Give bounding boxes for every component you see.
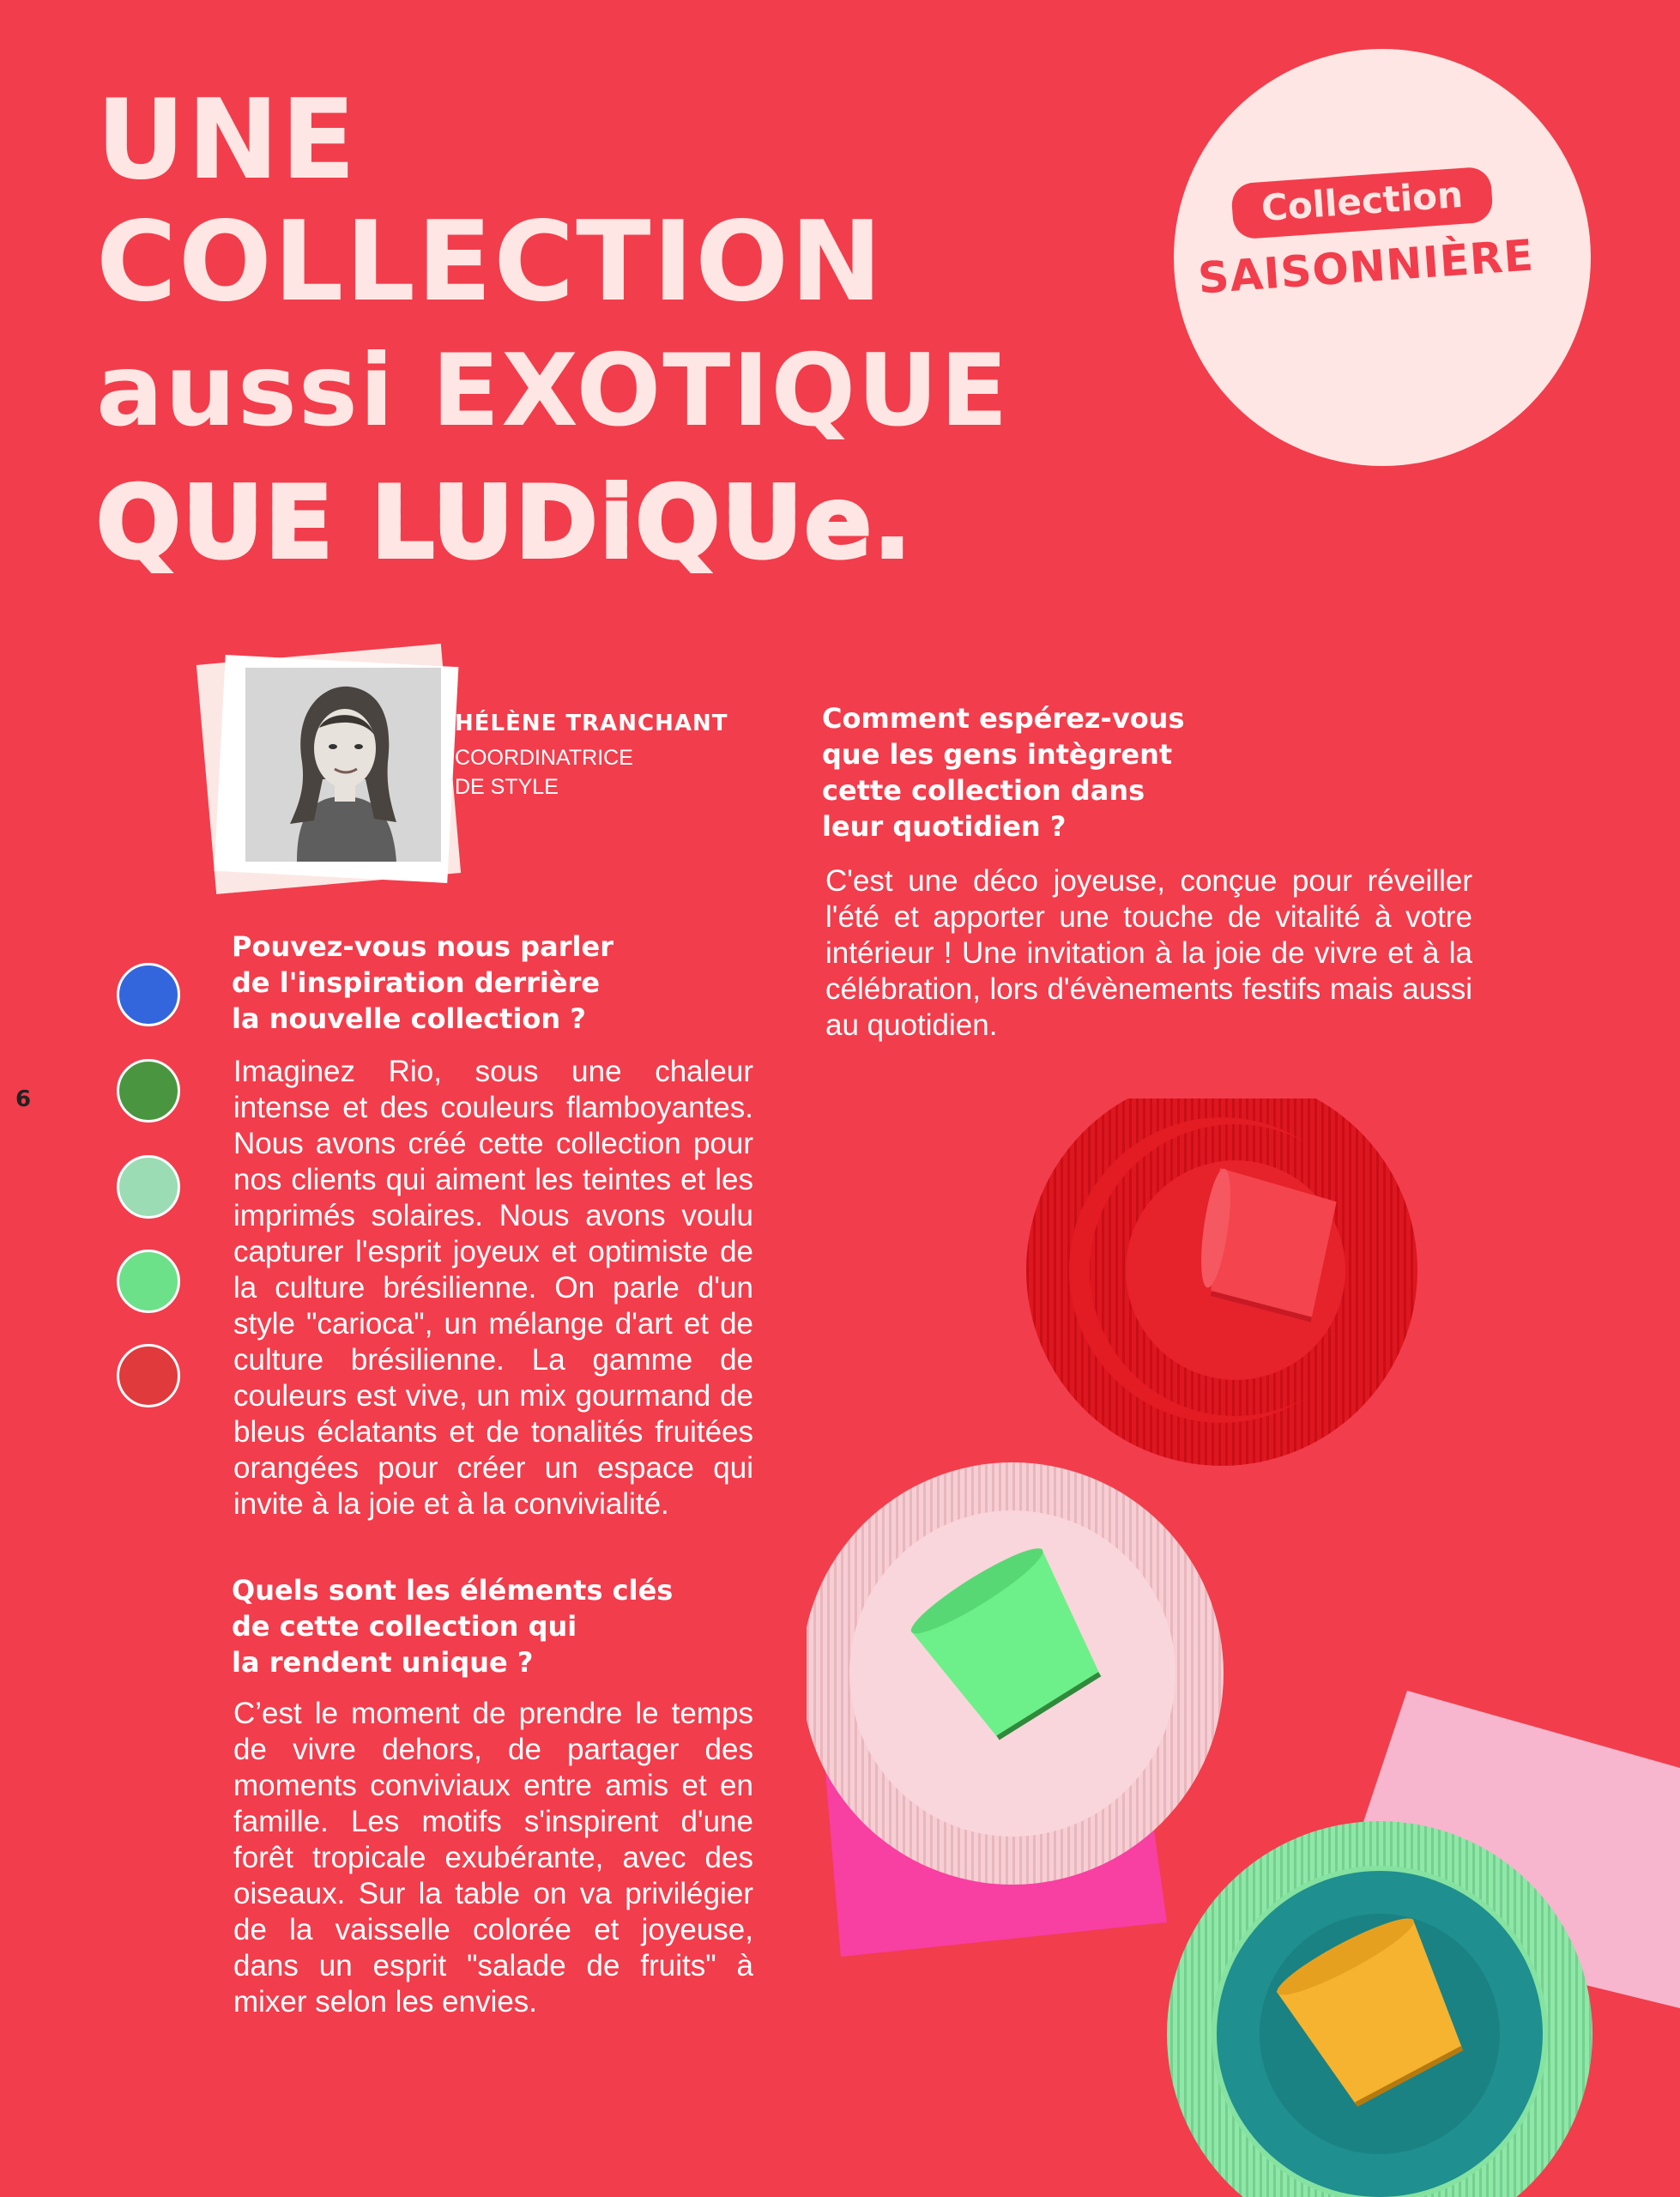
- portrait-illustration: [245, 668, 441, 862]
- answer-2: C’est le moment de prendre le temps de vivre dehors, de partager des moments conviviaux entre amis et en famille. Les motifs s'inspirent d'une forêt tropicale exubérante, avec des oiseaux. Sur la table on va privilégier de la vaisselle colorée et joyeuse, dans un esprit "salade de fruits" à mixer selon les envies.: [233, 1697, 753, 2018]
- role-line-1: COORDINATRICE: [455, 746, 633, 770]
- palette-swatch-green: [117, 1059, 180, 1123]
- answer-1: Imaginez Rio, sous une chaleur intense et des couleurs flamboyantes. Nous avons créé cette collection pour nos clients qui aiment les teintes et les imprimés solaires. Nous avons voulu capturer l'esprit joyeux et optimiste de la culture brésilienne. On parle d'un style "carioca", un mélange d'art et de culture brésilienne. La gamme de couleurs est vive, un mix gourmand de bleus éclatants et de tonalités fruitées orangées pour créer un espace qui invite à la joie et à la convivialité.: [233, 1055, 753, 1521]
- question-3-line: leur quotidien ?: [822, 810, 1067, 843]
- headline-line-2: COLLECTION: [96, 198, 885, 326]
- question-3-line: Comment espérez-vous: [822, 702, 1185, 735]
- question-1-line: la nouvelle collection ?: [232, 1002, 586, 1035]
- headline-word-aussi: aussi: [96, 333, 396, 449]
- tableware-illustration: [807, 1098, 1680, 2197]
- palette-swatch-blue: [117, 963, 180, 1026]
- pink-plate: [807, 1462, 1224, 1885]
- question-2-line: la rendent unique ?: [232, 1646, 534, 1679]
- palette-swatch-mint: [117, 1155, 180, 1219]
- question-2: [232, 1572, 712, 1680]
- portrait-photo: [245, 668, 441, 862]
- headline-line-1: UNE: [96, 76, 358, 204]
- question-3: [822, 700, 1337, 844]
- question-1-line: de l'inspiration derrière: [232, 966, 601, 999]
- page-number: 6: [15, 1086, 32, 1112]
- headline: [96, 76, 1212, 602]
- headline-line-3: [96, 333, 1212, 470]
- question-2-line: Quels sont les éléments clés: [232, 1574, 674, 1607]
- headline-line-4: QUE LUDiQUe.: [96, 474, 1212, 602]
- question-1-line: Pouvez-vous nous parler: [232, 930, 613, 963]
- role-line-2: DE STYLE: [455, 775, 559, 799]
- palette-swatch-red: [117, 1344, 180, 1407]
- interviewee-role: [455, 743, 678, 802]
- interviewee-name: HÉLÈNE TRANCHANT: [455, 711, 728, 736]
- question-2-line: de cette collection qui: [232, 1610, 577, 1643]
- question-3-line: cette collection dans: [822, 774, 1145, 807]
- question-3-line: que les gens intègrent: [822, 738, 1173, 771]
- seasonal-badge: [1174, 49, 1591, 466]
- badge-word: SAISONNIÈRE: [1196, 230, 1536, 304]
- red-plate-set: [1026, 1098, 1417, 1466]
- palette-swatch-light-green: [117, 1250, 180, 1313]
- answer-3: C'est une déco joyeuse, conçue pour réveiller l'été et apporter une touche de vitalité à votre intérieur ! Une invitation à la joie de vivre et à la célébration, lors d'évènements festifs mais aussi au quotidien.: [825, 864, 1472, 1042]
- question-1: [232, 929, 712, 1037]
- badge-label: Collection: [1230, 166, 1494, 240]
- headline-word-exotique: EXOTIQUE: [432, 333, 1010, 449]
